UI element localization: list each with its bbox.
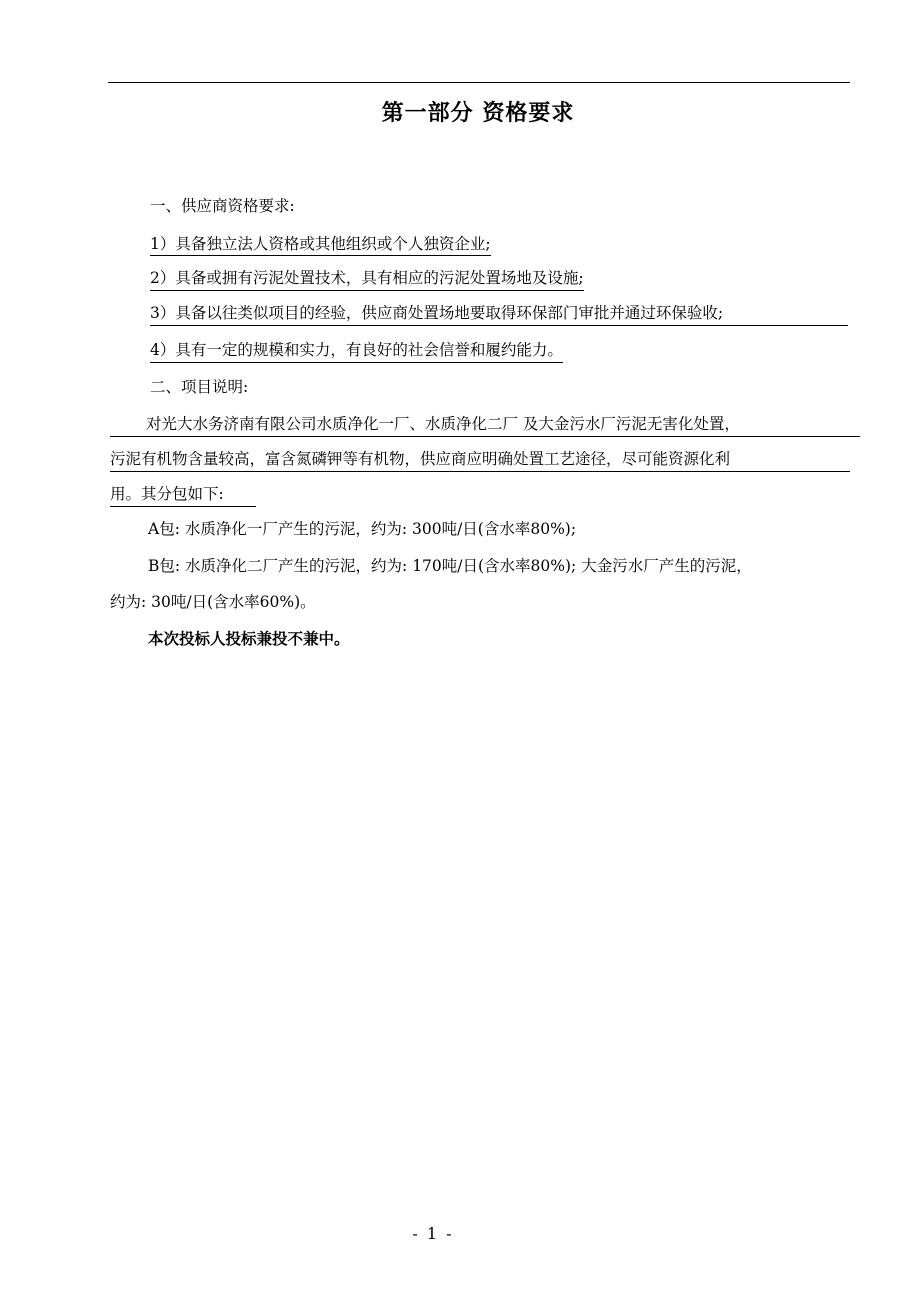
- page-title: 第一部分 资格要求: [381, 100, 575, 126]
- section-heading-qualifications: 一、供应商资格要求:: [150, 197, 295, 215]
- qualification-item-3: 3）具备以往类似项目的经验，供应商处置场地要取得环保部门审批并通过环保验收;: [150, 303, 848, 326]
- qualification-item-1: 1）具备独立法人资格或其他组织或个人独资企业;: [150, 234, 505, 254]
- project-desc-line-3: 用。其分包如下:: [110, 484, 256, 507]
- page-number: - 1 -: [412, 1224, 454, 1243]
- qualification-item-4: 4）具有一定的规模和实力，有良好的社会信誉和履约能力。: [150, 340, 563, 363]
- bid-note: 本次投标人投标兼投不兼中。: [148, 629, 350, 648]
- header-rule: [108, 82, 850, 83]
- package-a: A包: 水质净化一厂产生的污泥，约为: 300吨/日(含水率80%);: [148, 520, 577, 538]
- package-b-line-1: B包: 水质净化二厂产生的污泥，约为: 170吨/日(含水率80%); 大金污水厂产生的污泥，: [148, 557, 752, 575]
- qualification-item-2: 2）具备或拥有污泥处置技术，具有相应的污泥处置场地及设施;: [150, 268, 584, 291]
- project-desc-line-1: 对光大水务济南有限公司水质净化一厂、水质净化二厂 及大金污水厂污泥无害化处置，: [110, 414, 860, 437]
- project-desc-line-2: 污泥有机物含量较高，富含氮磷钾等有机物，供应商应明确处置工艺途径，尽可能资源化利: [110, 449, 850, 472]
- package-b-line-2: 约为: 30吨/日(含水率60%)。: [110, 593, 316, 611]
- section-heading-project: 二、项目说明:: [150, 378, 249, 396]
